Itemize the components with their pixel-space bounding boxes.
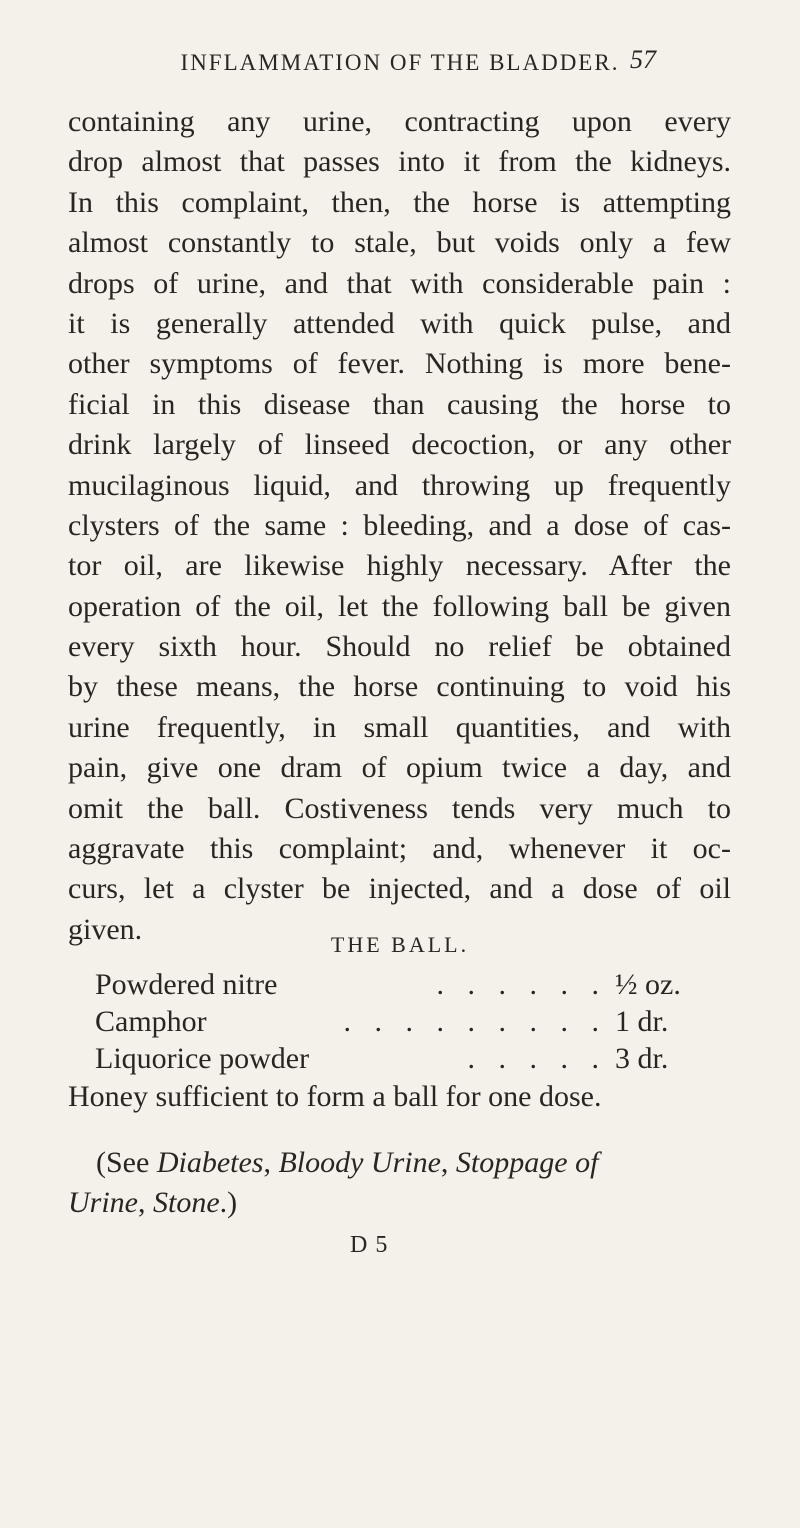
text-line: operation of the oil, let the following ball be given (68, 589, 731, 623)
text-line: curs, let a clyster be injected, and a dose of oil (68, 872, 731, 906)
body-paragraph (68, 102, 731, 950)
text-line: urine frequently, in small quantities, and with (68, 710, 731, 744)
text-line: by these means, the horse continuing to void his (68, 670, 731, 704)
recipe-item (95, 966, 715, 1003)
text-line: drink largely of linseed decoction, or any other (68, 428, 731, 462)
cross-reference: Diabetes (156, 1146, 264, 1179)
cross-reference: Urine (68, 1186, 138, 1219)
ingredient-name: Powdered nitre (95, 968, 278, 1001)
ingredient-quantity: ½ oz. (615, 968, 681, 1001)
text-line: almost constantly to stale, but voids only a few (68, 226, 731, 260)
recipe-item (95, 1040, 715, 1077)
text-line: drop almost that passes into it from the kidneys. (68, 145, 731, 179)
recipe-list (95, 966, 715, 1077)
ingredient-quantity: 1 dr. (615, 1005, 669, 1038)
text-line: given. (68, 912, 143, 946)
ingredient-quantity: 3 dr. (615, 1042, 669, 1075)
running-head: INFLAMMATION OF THE BLADDER. (180, 50, 620, 75)
leader-dots: . . . . . (467, 1042, 607, 1075)
separator: , (138, 1186, 153, 1219)
text-line: tor oil, are likewise highly necessary. After the (68, 549, 731, 583)
text-line: In this complaint, then, the horse is attempting (68, 185, 731, 219)
recipe-note: Honey sufficient to form a ball for one dose. (68, 1080, 602, 1113)
see-prefix: (See (96, 1146, 157, 1179)
separator: , (440, 1146, 456, 1179)
cross-reference: Stone (153, 1186, 220, 1219)
see-also-line (68, 1183, 731, 1223)
text-line: containing any urine, contracting upon every (68, 105, 731, 138)
ingredient-name: Liquorice powder (95, 1042, 310, 1075)
page-number: 57 (630, 45, 656, 74)
leader-dots: . . . . . . . . . (343, 1005, 607, 1038)
signature-mark: D 5 (350, 1232, 389, 1258)
text-line: every sixth hour. Should no relief be obtained (68, 630, 731, 664)
text-line: clysters of the same : bleeding, and a dose of cas- (68, 508, 731, 542)
recipe-title: THE BALL. (330, 932, 470, 957)
see-also-line (68, 1143, 731, 1183)
text-line: it is generally attended with quick pulse, and (68, 306, 731, 340)
text-line: drops of urine, and that with considerable pain : (68, 266, 731, 300)
recipe-item (95, 1003, 715, 1040)
see-also-note (68, 1143, 731, 1223)
cross-reference: Bloody Urine (278, 1146, 441, 1179)
leader-dots: . . . . . . (436, 968, 607, 1001)
text-line: mucilaginous liquid, and throwing up frequently (68, 468, 731, 502)
text-line: ficial in this disease than causing the horse to (68, 387, 731, 421)
ingredient-name: Camphor (95, 1005, 207, 1038)
see-suffix: .) (219, 1186, 238, 1219)
separator: , (263, 1146, 279, 1179)
text-line: aggravate this complaint; and, whenever it oc- (68, 832, 731, 866)
text-line: other symptoms of fever. Nothing is more bene- (68, 347, 731, 381)
text-line: pain, give one dram of opium twice a day, and (68, 751, 731, 785)
cross-reference: Stoppage of (455, 1146, 599, 1179)
text-line: omit the ball. Costiveness tends very much to (68, 791, 731, 825)
